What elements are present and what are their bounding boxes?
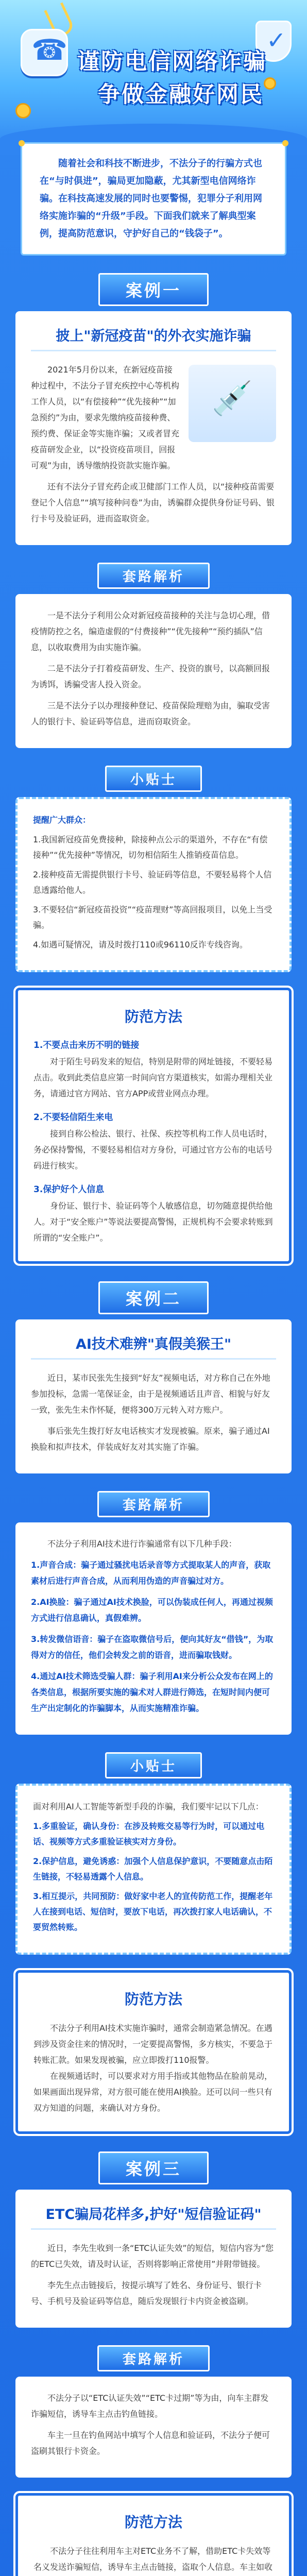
tips2-item: 2.保护信息，避免诱惑：加强个人信息保护意识，不要随意点击陌生链接，不轻易透露个人信息。	[33, 1856, 273, 1882]
case2-card	[15, 1319, 292, 1473]
analysis2-card	[15, 1522, 292, 1735]
case1-heading: 披上"新冠疫苗"的外衣实施诈骗	[31, 325, 276, 351]
vaccine-illustration	[189, 365, 276, 442]
case2-heading: AI技术难辨"真假美猴王"	[31, 1333, 276, 1360]
analysis3-paragraph: 车主一旦在钓鱼网站中填写个人信息和验证码，不法分子便可盗刷其银行卡资金。	[31, 2430, 270, 2456]
tips2-card	[15, 1784, 292, 1955]
tips2-item: 1.多重验证，确认身份：在涉及转账交易等行为时，可以通过电话、视频等方式多重验证核实对方身份。	[33, 1821, 265, 1846]
tips2-item: 3.相互提示，共同预防：做好家中老人的宣传防范工作，提醒老年人在接到电话、短信时，要放下电话，再次拨打家人电话确认，不要贸然转账。	[33, 1891, 273, 1932]
method2-text: 不法分子利用AI技术实施诈骗时，通常会制造紧急情况。在遇到涉及资金往来的情况时，一定要提高警惕，多方核实，不要急于转账汇款。如果发现被骗，应立即拨打110报警。	[33, 2023, 273, 2065]
hero-title-line2: 争做金融好网民	[98, 82, 264, 108]
method1-card	[15, 988, 292, 1264]
tips1-ribbon: 小贴士	[105, 766, 202, 792]
case2-paragraph: 近日，某市民张先生接到“好友”视频电话，对方称自己在外地参加投标，急需一笔保证金，由于是视频通话且声音、相貌与好友一致，张先生未作怀疑，便将300万元转入对方账户。	[31, 1373, 270, 1415]
coin-icon	[264, 77, 276, 90]
tips1-item: 3.不要轻信“新冠疫苗投资”“疫苗理财”等高回报项目，以免上当受骗。	[33, 905, 272, 930]
analysis1-ribbon: 套路解析	[97, 563, 210, 589]
method3-text: 不法分子往往利用车主对ETC业务不了解，借助ETC卡失效等名义发送诈骗短信，诱导车主点击链接，盗取个人信息。车主如收	[33, 2546, 273, 2572]
method1-subtitle: 3.保护好个人信息	[33, 1184, 105, 1195]
case1-paragraph: 2021年5月份以来，在新冠疫苗接种过程中，不法分子冒充疾控中心等机构工作人员，以“有偿接种”“优先接种”“加急预约”为由，要求先缴纳疫苗接种费、预约费、保证金等实施诈骗；又或者冒充疫苗研发企业，以“投资疫苗项目，回报可观”为由，诱导缴纳投资款实施诈骗。	[31, 365, 180, 470]
coin-icon	[15, 103, 31, 118]
method1-text: 身份证、银行卡、验证码等个人敏感信息，切勿随意提供给他人。对于“安全账户”等说法要提高警惕，正规机构不会要求转账到所谓的“安全账户”。	[33, 1201, 273, 1243]
method1-subtitle: 2.不要轻信陌生来电	[33, 1112, 113, 1123]
case1-ribbon: 案例一	[98, 273, 209, 306]
case3-card	[15, 2190, 292, 2328]
tips1-item: 2.接种疫苗无需提供银行卡号、验证码等信息，不要轻易将个人信息透露给他人。	[33, 870, 272, 895]
case2-ribbon: 案例二	[98, 1281, 209, 1314]
analysis1-card	[15, 594, 292, 748]
tips2-ribbon: 小贴士	[105, 1752, 202, 1778]
case3-heading: ETC骗局花样多,护好"短信验证码"	[31, 2203, 276, 2230]
method2-title: 防范方法	[124, 1991, 182, 2008]
intro-text: 随着社会和科技不断进步，不法分子的行骗方式也在“与时俱进”，骗局更加隐蔽，尤其新型电信网络诈骗。在科技高速发展的同时也要警惕，犯罪分子利用网络实施诈骗的“升级”手段。下面我们就来了解典型案例，提高防范意识，守护好自己的“钱袋子”。	[21, 142, 286, 256]
method1-text: 对于陌生号码发来的短信，特别是附带的网址链接，不要轻易点击。收到此类信息应第一时间向官方渠道核实，如需办理相关业务，请通过官方网站、官方APP或营业网点办理。	[33, 1057, 273, 1098]
case2-paragraph: 事后张先生拨打好友电话核实才发现被骗。原来，骗子通过AI换脸和拟声技术，佯装成好友对其实施了诈骗。	[31, 1426, 270, 1452]
analysis2-paragraph: 2.AI换脸：骗子通过AI技术换脸，可以伪装成任何人，再通过视频方式进行信息确认，真假难辨。	[31, 1597, 273, 1623]
method2-text: 在视频通话时，可以要求对方用手指或其他物品在脸前晃动，如果画面出现异常，对方很可能在使用AI换脸。还可以问一些只有双方知道的问题，来确认对方身份。	[33, 2071, 273, 2113]
analysis3-paragraph: 不法分子以“ETC认证失效”“ETC卡过期”等为由，向车主群发诈骗短信，诱导车主点击钓鱼链接。	[31, 2393, 269, 2419]
method1-text: 接到自称公检法、银行、社保、疾控等机构工作人员电话时，务必保持警惕，不要轻易相信对方身份，可通过官方公布的电话号码进行核实。	[33, 1129, 273, 1171]
tips2-item: 面对利用AI人工智能等新型手段的诈骗，我们要牢记以下几点：	[33, 1802, 264, 1811]
tips1-item: 提醒广大群众：	[33, 815, 91, 825]
analysis2-paragraph: 3.转发微信语音：骗子在盗取微信号后，便向其好友“借钱”，为取得对方的信任，他们会转发之前的语音，进而骗取钱财。	[31, 1634, 274, 1660]
tips1-item: 1.我国新冠疫苗免费接种，除接种点公示的渠道外，不存在“有偿接种”“优先接种”等情况，切勿相信陌生人推销疫苗信息。	[33, 835, 268, 860]
analysis2-ribbon: 套路解析	[97, 1491, 210, 1517]
method3-title: 防范方法	[124, 2514, 182, 2531]
analysis2-paragraph: 1.声音合成：骗子通过骚扰电话录音等方式提取某人的声音，获取素材后进行声音合成，从而利用伪造的声音骗过对方。	[31, 1560, 271, 1586]
analysis1-paragraph: 二是不法分子打着疫苗研发、生产、投资的旗号，以高额回报为诱饵，诱骗受害人投入资金。	[31, 664, 270, 689]
hero-title-line1: 谨防电信网络诈骗	[77, 49, 267, 75]
phone-icon	[21, 29, 68, 76]
analysis2-paragraph: 4.通过AI技术筛选受骗人群：骗子利用AI来分析公众发布在网上的各类信息，根据所要实施的骗术对人群进行筛选，在短时间内便可生产出定制化的诈骗脚本，从而实施精准诈骗。	[31, 1671, 273, 1713]
method1-subtitle: 1.不要点击来历不明的链接	[33, 1040, 140, 1050]
case3-ribbon: 案例三	[98, 2151, 209, 2184]
analysis1-paragraph: 一是不法分子利用公众对新冠疫苗接种的关注与急切心理，借疫情防控之名，编造虚假的“付费接种”“优先接种”“预约插队”信息，以收取费用为由实施诈骗。	[31, 611, 270, 652]
analysis3-ribbon: 套路解析	[97, 2345, 210, 2371]
case1-paragraph: 还有不法分子冒充药企或卫健部门工作人员，以“接种疫苗需要登记个人信息”“填写接种问卷”为由，诱骗群众提供身份证号码、银行卡号及验证码，进而盗取资金。	[31, 482, 275, 523]
analysis1-paragraph: 三是不法分子以办理接种登记、疫苗保险理赔为由，骗取受害人的银行卡、验证码等信息，进而窃取资金。	[31, 701, 270, 726]
syringe-icon: 💉	[212, 380, 253, 418]
analysis2-paragraph: 不法分子利用AI技术进行诈骗通常有以下几种手段：	[47, 1539, 237, 1549]
analysis3-card	[15, 2377, 292, 2478]
case3-paragraph: 近日，李先生收到一条“ETC认证失效”的短信，短信内容为“您的ETC已失效，请及时认证，否则将影响正常使用”并附带链接。	[31, 2243, 274, 2269]
hero-banner	[0, 0, 307, 155]
case1-card	[15, 311, 292, 545]
method3-card	[15, 2493, 292, 2576]
tips1-item: 4.如遇可疑情况，请及时拨打110或96110反诈专线咨询。	[33, 940, 248, 950]
method1-title: 防范方法	[124, 1008, 182, 1025]
tips1-card	[15, 797, 292, 972]
case3-paragraph: 李先生点击链接后，按提示填写了姓名、身份证号、银行卡号、手机号及验证码等信息，随后发现银行卡内资金被盗刷。	[31, 2280, 262, 2306]
method2-card	[15, 1970, 292, 2134]
